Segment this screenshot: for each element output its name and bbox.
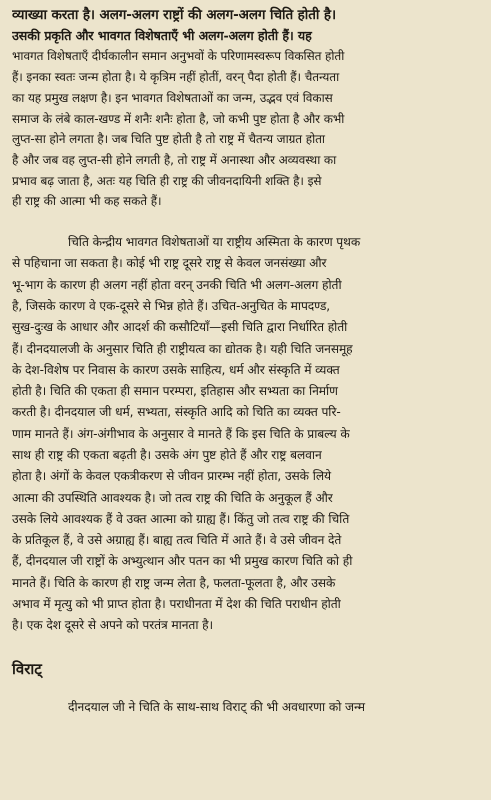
text-line: के देश-विशेष पर निवास के कारण उसके साहित्य, धर्म और संस्कृति में व्यक्त [12,362,340,377]
text-line: व्याख्या करता है। अलग-अलग राष्ट्रों की अलग-अलग चिति होती है। [12,7,336,23]
text-line: चिति केन्द्रीय भावगत विशेषताओं या राष्ट्रीय अस्मिता के कारण पृथक [68,235,361,250]
section-heading: विराट् [12,659,42,678]
text-line: हैं, दीनदयाल जी राष्ट्रों के अभ्युत्थान और पतन का भी प्रमुख कारण चिति को ही [12,554,353,569]
text-line: हैं। इनका स्वतः जन्म होता है। ये कृत्रिम नहीं होतीं, वरन् पैदा होती हैं। चैतन्यता [12,70,340,85]
text-line: लुप्त-सा होने लगता है। जब चिति पुष्ट होती है तो राष्ट्र में चैतन्य जाग्रत होता [12,132,325,147]
text-line: है, जिसके कारण वे एक-दूसरे से भिन्न होते हैं। उचित-अनुचित के मापदण्ड, [12,298,331,313]
text-line: साथ ही राष्ट्र की एकता बढ़ती है। उसके अंग पुष्ट होते हैं और राष्ट्र बलवान [12,448,322,462]
paragraph-3 [12,697,479,718]
text-line: समाज के लंबे काल-खण्ड में शनैः शनैः होता है, जो कभी पुष्ट होता है और कभी [12,111,345,126]
text-line: अभाव में मृत्यु को भी प्राप्त होता है। पराधीनता में देश की चिति पराधीन होती [12,597,341,612]
text-line: से पहिचाना जा सकता है। कोई भी राष्ट्र दूसरे राष्ट्र से केवल जनसंख्या और [12,256,327,271]
text-line: णाम मानते हैं। अंग-अंगीभाव के अनुसार वे मानते हैं कि इस चिति के प्राबल्य के [12,426,350,441]
text-line: सुख-दुःख के आधार और आदर्श की कसौटियाँ—इसी चिति द्वारा निर्धारित होती [12,320,348,335]
text-line: दीनदयाल जी ने चिति के साथ-साथ विराट् की भी अवधारणा को जन्म [68,699,365,714]
text-line: करती है। दीनदयाल जी धर्म, सभ्यता, संस्कृति आदि को चिति का व्यक्त परि- [12,405,341,420]
text-line: है। एक देश दूसरे से अपने को परतंत्र मानता है। [12,618,214,633]
paragraph-1 [12,5,479,212]
text-line: मानते हैं। चिति के कारण ही राष्ट्र जन्म लेता है, फलता-फूलता है, और उसके [12,575,336,590]
text-line: ही राष्ट्र की आत्मा भी कह सकते हैं। [12,194,162,209]
text-line: है और जब वह लुप्त-सी होने लगती है, तो राष्ट्र में अनास्था और अव्यवस्था का [12,152,337,167]
text-line: का यह प्रमुख लक्षण है। इन भावगत विशेषताओं का जन्म, उद्भव एवं विकास [12,90,333,105]
text-line: होती है। चिति की एकता ही समान परम्परा, इतिहास और सभ्यता का निर्माण [12,384,338,399]
text-line: भू-भाग के कारण ही अलग नहीं होता वरन् उनकी चिति भी अलग-अलग होती [12,277,342,292]
text-line: होता है। अंगों के केवल एकत्रीकरण से जीवन प्रारम्भ नहीं होता, उसके लिये [12,469,331,484]
paragraph-2 [12,232,479,637]
text-line: उसके लिये आवश्यक हैं वे उक्त आत्मा को ग्राह्य हैं। किंतु जो तत्व राष्ट्र की चिति [12,511,350,526]
text-line: प्रभाव बढ़ जाता है, अतः यह चिति ही राष्ट्र की जीवनदायिनी शक्ति है। इसे [12,173,322,188]
text-line: उसकी प्रकृति और भावगत विशेषताएँ भी अलग-अलग होती हैं। यह [12,27,312,43]
text-line: हैं। दीनदयालजी के अनुसार चिति ही राष्ट्रीयत्व का द्योतक है। यही चिति जनसमूह [12,341,353,356]
text-line: आत्मा की उपस्थिति आवश्यक है। जो तत्व राष्ट्र की चिति के अनुकूल हैं और [12,490,333,505]
text-line: भावगत विशेषताएँ दीर्घकालीन समान अनुभवों के परिणामस्वरूप विकसित होती [12,49,345,64]
text-line: के प्रतिकूल हैं, वे उसे अग्राह्य हैं। बाह्य तत्व चिति में आते हैं। वे उसे जीवन देते [12,533,342,548]
